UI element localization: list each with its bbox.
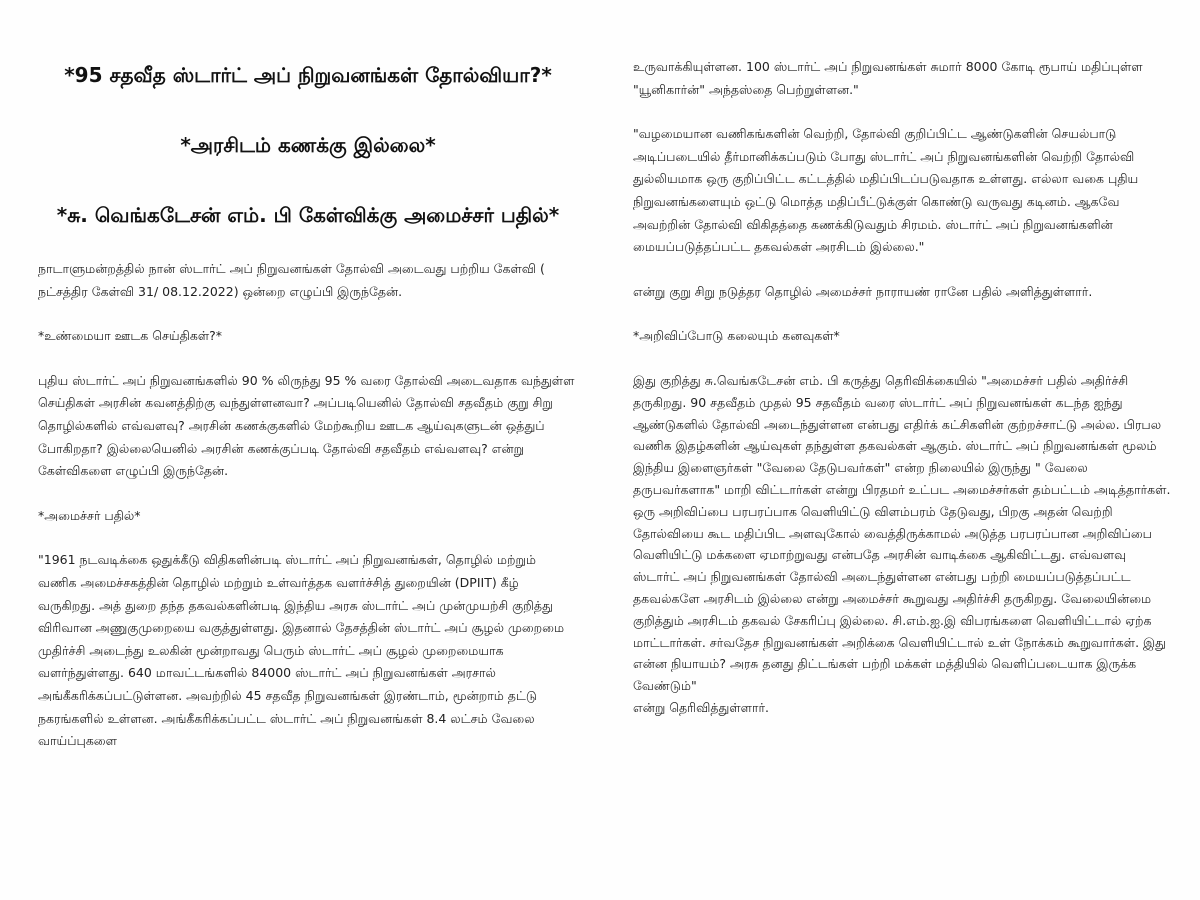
minister-attribution: என்று குறு சிறு நடுத்தர தொழில் அமைச்சர் நாராயண் ரானே பதில் அளித்துள்ளார். [633, 283, 1093, 299]
right-column [633, 56, 1173, 719]
headline-subtitle: *அரசிடம் கணக்கு இல்லை* [180, 133, 436, 157]
section-heading-reply: *அமைச்சர் பதில்* [38, 507, 141, 523]
reply-paragraph-1: "1961 நடவடிக்கை ஒதுக்கீடு விதிகளின்படி ஸ்டார்ட் அப் நிறுவனங்கள், தொழில் மற்றும் வணிக அமைச்சகத்தின் தொழில் மற்றும் உள்வர்த்தக வளர்ச்சித் துறையின் (DPIIT) கீழ் வருகிறது. அத் துறை தந்த தகவல்களின்படி இந்திய அரசு ஸ்டார்ட் அப் முன்முயற்சி குறித்து விரிவான அணுகுமுறையை வகுத்துள்ளது. இதனால் தேசத்தின் ஸ்டார்ட் அப் சூழல் முறைமை முதிர்ச்சி அடைந்து உலகின் மூன்றாவது பெரும் ஸ்டார்ட் அப் சூழல் முறைமையாக வளர்ந்துள்ளது. 640 மாவட்டங்களில் 84000 ஸ்டார்ட் அப் நிறுவனங்கள் அரசால் அங்கீகரிக்கப்பட்டுள்ளன. அவற்றில் 45 சதவீத நிறுவனங்கள் இரண்டாம், மூன்றாம் தட்டு நகரங்களில் உள்ளன. அங்கீகரிக்கப்பட்ட ஸ்டார்ட் அப் நிறுவனங்கள் 8.4 லட்சம் வேலை வாய்ப்புகளை [38, 552, 565, 749]
mp-comment-paragraph: இது குறித்து சு.வெங்கடேசன் எம். பி கருத்து தெரிவிக்கையில் "அமைச்சர் பதில் அதிர்ச்சி தருகிறது. 90 சதவீதம் முதல் 95 சதவீதம் வரை ஸ்டார்ட் அப் நிறுவனங்கள் கடந்த ஐந்து ஆண்டுகளில் தோல்வி அடைந்துள்ளன என்பது எதிர்க் கட்சிகளின் குற்றச்சாட்டு அல்ல. பிரபல வணிக இதழ்களின் ஆய்வுகள் தந்துள்ள தகவல்கள் ஆகும். ஸ்டார்ட் அப் நிறுவனங்கள் மூலம் இந்திய இளைஞர்கள் "வேலை தேடுபவர்கள்" என்ற நிலையில் இருந்து " வேலை தருபவர்களாக" மாறி விட்டார்கள் என்று பிரதமர் உட்பட அமைச்சர்கள் தம்பட்டம் அடித்தார்கள். ஒரு அறிவிப்பை பரபரப்பாக வெளியிட்டு விளம்பரம் தேடுவது, பிறகு அதன் வெற்றி தோல்வியை கூட மதிப்பிட அளவுகோல் வைத்திருக்காமல் அடுத்த பரபரப்பான அறிவிப்பை வெளியிட்டு மக்களை ஏமாற்றுவது என்பதே அரசின் வாடிக்கை ஆகிவிட்டது. எவ்வளவு ஸ்டார்ட் அப் நிறுவனங்கள் தோல்வி அடைந்துள்ளன என்பது பற்றி மையப்படுத்தப்பட்ட தகவல்களே அரசிடம் இல்லை என்று அமைச்சர் கூறுவது அதிர்ச்சி தருகிறது. வேலையின்மை குறித்தும் அரசிடம் தகவல் சேகரிப்பு இல்லை. சி.எம்.ஐ.இ விபரங்களை வெளியிட்டால் ஏற்க மாட்டார்கள். சர்வதேச நிறுவனங்கள் அறிக்கை வெளியிட்டால் உள் நோக்கம் கூறுவார்கள். இது என்ன நியாயம்? அரசு தனது திட்டங்கள் பற்றி மக்கள் மத்தியில் வெளிப்படையாக இருக்க வேண்டும்" [633, 372, 1171, 694]
intro-paragraph: நாடாளுமன்றத்தில் நான் ஸ்டார்ட் அப் நிறுவனங்கள் தோல்வி அடைவது பற்றிய கேள்வி ( நட்சத்திர கேள்வி 31/ 08.12.2022) ஒன்றை எழுப்பி இருந்தேன். [38, 261, 545, 299]
left-column [38, 48, 578, 753]
closing-line: என்று தெரிவித்துள்ளார். [633, 699, 769, 715]
reply-paragraph-3: "வழமையான வணிகங்களின் வெற்றி, தோல்வி குறிப்பிட்ட ஆண்டுகளின் செயல்பாடு அடிப்படையில் தீர்மானிக்கப்படும் போது ஸ்டார்ட் அப் நிறுவனங்களின் வெற்றி தோல்வி துல்லியமாக ஒரு குறிப்பிட்ட கட்டத்தில் மதிப்பிடப்படுவதாக உள்ளது. எல்லா வகை புதிய நிறுவனங்களையும் ஒட்டு மொத்த மதிப்பீட்டுக்குள் கொண்டு வருவது கடினம். ஆகவே அவற்றின் தோல்வி விகிதத்தை கணக்கிடுவதும் சிரமம். ஸ்டார்ட் அப் நிறுவனங்களின் மையப்படுத்தப்பட்ட தகவல்கள் அரசிடம் இல்லை." [633, 126, 1139, 255]
headline-attribution: *சு. வெங்கடேசன் எம். பி கேள்விக்கு அமைச்சர் பதில்* [56, 203, 560, 227]
reply-paragraph-2: உருவாக்கியுள்ளன. 100 ஸ்டார்ட் அப் நிறுவனங்கள் சுமார் 8000 கோடி ரூபாய் மதிப்புள்ள "யூனிகார்ன்" அந்தஸ்தை பெற்றுள்ளன." [633, 59, 1143, 97]
headline-title: *95 சதவீத ஸ்டார்ட் அப் நிறுவனங்கள் தோல்வியா?* [64, 63, 552, 87]
section-heading-media: *உண்மையா ஊடக செய்திகள்?* [38, 328, 223, 344]
questions-paragraph: புதிய ஸ்டார்ட் அப் நிறுவனங்களில் 90 % லிருந்து 95 % வரை தோல்வி அடைவதாக வந்துள்ள செய்திகள் அரசின் கவனத்திற்கு வந்துள்ளனவா? அப்படியெனில் தோல்வி சதவீதம் குறு சிறு தொழில்களில் எவ்வளவு? அரசின் கணக்குகளில் மேற்கூறிய ஊடக ஆய்வுகளுடன் ஒத்துப் போகிறதா? இல்லையெனில் அரசின் கணக்குப்படி தோல்வி சதவீதம் எவ்வளவு? என்று கேள்விகளை எழுப்பி இருந்தேன். [38, 372, 575, 479]
section-heading-dreams: *அறிவிப்போடு கலையும் கனவுகள்* [633, 328, 840, 344]
